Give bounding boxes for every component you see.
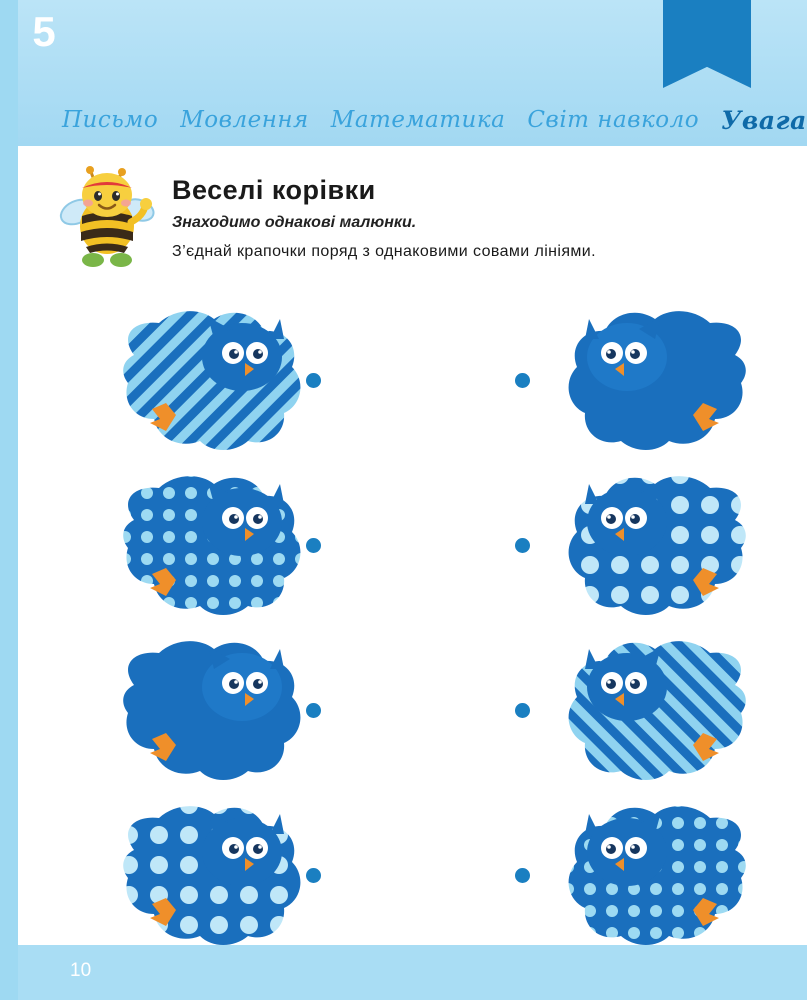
header-divider bbox=[18, 146, 807, 149]
owl-dots-small-left[interactable] bbox=[114, 460, 314, 625]
connect-dot-left-2[interactable] bbox=[306, 538, 321, 553]
owl-dots-large-left[interactable] bbox=[114, 790, 314, 955]
nav-item-svit-navkolo[interactable]: Світ навколо bbox=[527, 107, 700, 133]
nav-item-matematyka[interactable]: Математика bbox=[330, 107, 506, 133]
connect-dot-right-2[interactable] bbox=[515, 538, 530, 553]
page-number: 10 bbox=[70, 960, 92, 981]
lesson-instruction: З’єднай крапочки поряд з однаковими совами лініями. bbox=[172, 243, 596, 260]
owl-dots-small-right[interactable] bbox=[555, 790, 755, 955]
chapter-number: 5 bbox=[32, 8, 56, 55]
lesson-subtitle: Знаходимо однакові малюнки. bbox=[172, 214, 417, 231]
connect-dot-right-4[interactable] bbox=[515, 868, 530, 883]
section-nav bbox=[18, 98, 807, 142]
connect-dot-left-4[interactable] bbox=[306, 868, 321, 883]
footer-band bbox=[18, 945, 807, 1000]
owl-dots-large-right[interactable] bbox=[555, 460, 755, 625]
owl-solid-left[interactable] bbox=[114, 625, 314, 790]
connect-dot-right-3[interactable] bbox=[515, 703, 530, 718]
nav-item-uvaha[interactable]: Увага bbox=[721, 105, 807, 135]
bee-mascot-icon bbox=[55, 160, 160, 270]
nav-item-pysmo[interactable]: Письмо bbox=[62, 107, 159, 133]
connect-dot-right-1[interactable] bbox=[515, 373, 530, 388]
owl-striped-left[interactable] bbox=[114, 295, 314, 460]
left-edge-strip bbox=[0, 0, 18, 1000]
owl-striped-right[interactable] bbox=[555, 625, 755, 790]
owl-solid-right[interactable] bbox=[555, 295, 755, 460]
page-title: Веселі корівки bbox=[172, 175, 376, 205]
connect-dot-left-3[interactable] bbox=[306, 703, 321, 718]
nav-item-movlennya[interactable]: Мовлення bbox=[180, 107, 309, 133]
connect-dot-left-1[interactable] bbox=[306, 373, 321, 388]
exercise-area bbox=[18, 285, 807, 945]
